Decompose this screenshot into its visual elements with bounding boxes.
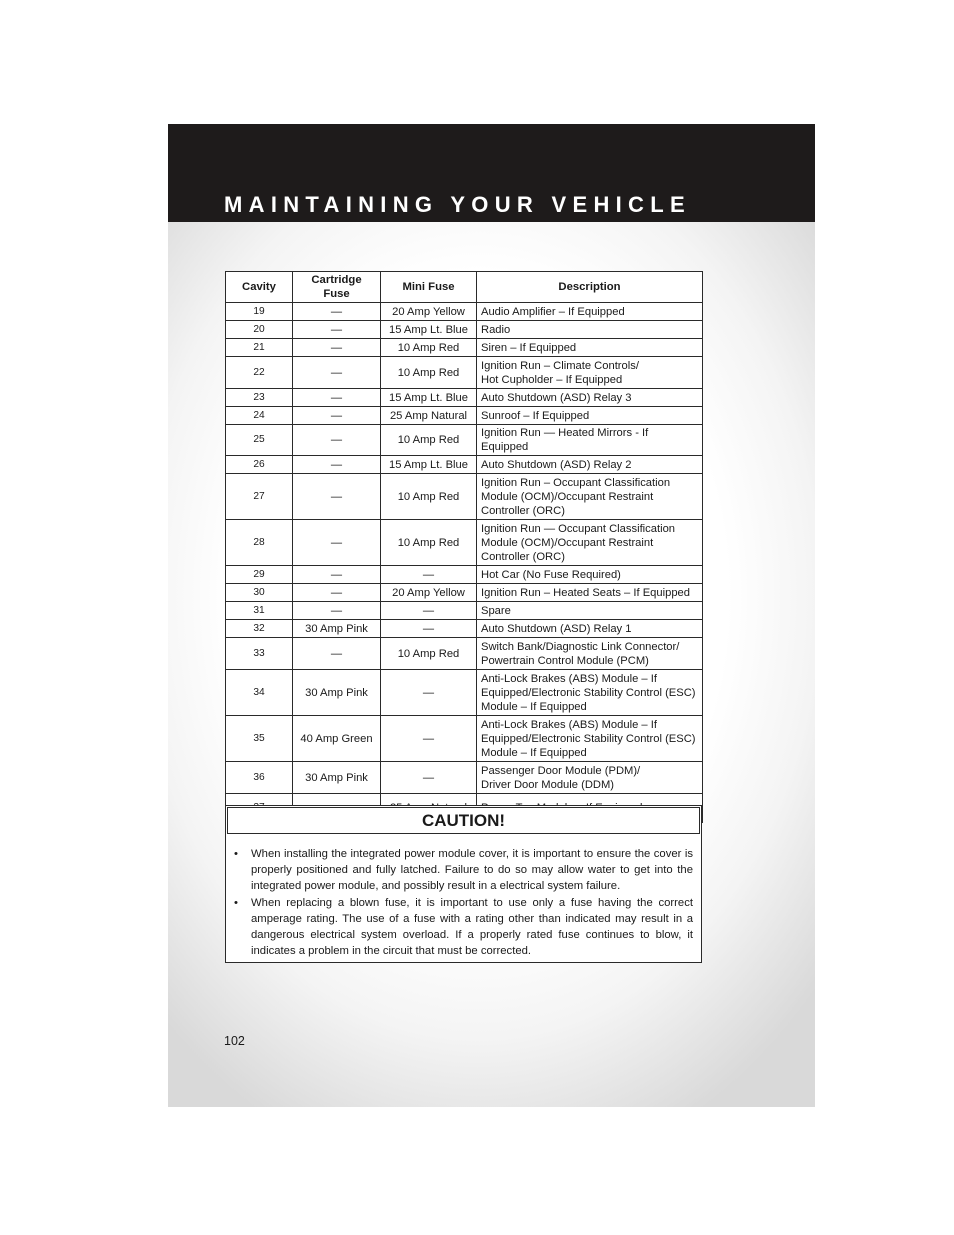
cell-cartridge-fuse: — <box>293 584 381 602</box>
bullet-icon: • <box>234 896 238 909</box>
table-row <box>226 303 703 321</box>
caution-item-text: When replacing a blown fuse, it is important to use only a fuse having the correct amperage rating. The use of a fuse with a rating other than indicated may result in a dangerous electrical system overload. If a properly rated fuse continues to blow, it indicates a problem in the circuit that must be corrected. <box>251 896 693 958</box>
cell-description <box>477 620 703 638</box>
cell-description <box>477 303 703 321</box>
cell-cavity: 24 <box>226 407 293 425</box>
description-line: Siren – If Equipped <box>481 341 577 354</box>
cell-mini-fuse: — <box>381 762 477 794</box>
cell-cavity: 21 <box>226 339 293 357</box>
cell-cartridge-fuse: — <box>293 389 381 407</box>
cell-cartridge-fuse: — <box>293 357 381 389</box>
caution-list <box>234 846 693 959</box>
bullet-icon: • <box>234 848 238 860</box>
cell-cavity: 32 <box>226 620 293 638</box>
fuse-table-body <box>226 303 703 823</box>
description-line: Powertrain Control Module (PCM) <box>481 654 649 667</box>
caution-title: CAUTION! <box>227 807 700 834</box>
cell-cartridge-fuse: — <box>293 602 381 620</box>
cell-cavity: 25 <box>226 425 293 456</box>
description-line: Passenger Door Module (PDM)/ <box>481 764 641 777</box>
cell-description <box>477 456 703 474</box>
cell-cartridge-fuse: — <box>293 425 381 456</box>
description-line: Module – If Equipped <box>481 700 587 713</box>
caution-box <box>225 805 702 963</box>
description-line: Equipped/Electronic Stability Control (ESC) <box>481 686 696 699</box>
manual-page <box>168 124 815 1107</box>
cell-description <box>477 670 703 716</box>
fuse-table <box>225 271 703 823</box>
description-line: Ignition Run – Heated Seats – If Equipped <box>481 586 690 599</box>
cell-description <box>477 474 703 520</box>
cell-description <box>477 762 703 794</box>
cell-description <box>477 520 703 566</box>
cell-description <box>477 321 703 339</box>
description-line: Controller (ORC) <box>481 504 565 517</box>
cell-cartridge-fuse: 30 Amp Pink <box>293 670 381 716</box>
cell-mini-fuse: 25 Amp Natural <box>381 407 477 425</box>
description-line: Hot Cupholder – If Equipped <box>481 373 623 386</box>
description-line: Sunroof – If Equipped <box>481 409 590 422</box>
cell-mini-fuse: 10 Amp Red <box>381 638 477 670</box>
cell-description <box>477 566 703 584</box>
description-line: Auto Shutdown (ASD) Relay 2 <box>481 458 632 471</box>
description-line: Module (OCM)/Occupant Restraint <box>481 536 654 549</box>
cell-cartridge-fuse: 30 Amp Pink <box>293 762 381 794</box>
cell-mini-fuse: 10 Amp Red <box>381 425 477 456</box>
cell-cavity: 20 <box>226 321 293 339</box>
cell-mini-fuse: — <box>381 716 477 762</box>
table-row <box>226 584 703 602</box>
table-row <box>226 638 703 670</box>
cell-cartridge-fuse: — <box>293 339 381 357</box>
cell-description <box>477 425 703 456</box>
description-line: Anti-Lock Brakes (ABS) Module – If <box>481 672 657 685</box>
description-line: Switch Bank/Diagnostic Link Connector/ <box>481 640 680 653</box>
description-line: Controller (ORC) <box>481 550 565 563</box>
cell-cartridge-fuse: — <box>293 407 381 425</box>
table-row <box>226 407 703 425</box>
table-row <box>226 566 703 584</box>
table-row <box>226 321 703 339</box>
cell-cartridge-fuse: — <box>293 566 381 584</box>
cell-cavity: 34 <box>226 670 293 716</box>
cell-cartridge-fuse: — <box>293 638 381 670</box>
cell-mini-fuse: 15 Amp Lt. Blue <box>381 321 477 339</box>
description-line: Module – If Equipped <box>481 746 587 759</box>
column-header-cartridge-fuse: Cartridge Fuse <box>293 272 381 303</box>
cell-description <box>477 602 703 620</box>
description-line: Equipped/Electronic Stability Control (ESC) <box>481 732 696 745</box>
cell-description <box>477 584 703 602</box>
cell-cartridge-fuse: — <box>293 303 381 321</box>
cell-mini-fuse: — <box>381 670 477 716</box>
cell-cavity: 31 <box>226 602 293 620</box>
table-row <box>226 425 703 456</box>
cell-mini-fuse: 15 Amp Lt. Blue <box>381 456 477 474</box>
cell-description <box>477 357 703 389</box>
cell-cartridge-fuse: 40 Amp Green <box>293 716 381 762</box>
cell-cartridge-fuse: 30 Amp Pink <box>293 620 381 638</box>
cell-mini-fuse: 10 Amp Red <box>381 339 477 357</box>
description-line: Hot Car (No Fuse Required) <box>481 568 621 581</box>
cell-cartridge-fuse: — <box>293 456 381 474</box>
cell-cavity: 23 <box>226 389 293 407</box>
page-number: 102 <box>224 1034 245 1048</box>
cell-description <box>477 716 703 762</box>
column-header-mini-fuse: Mini Fuse <box>381 272 477 303</box>
section-header <box>168 124 815 222</box>
caution-item-text: When installing the integrated power module cover, it is important to ensure the cover is properly positioned and fully latched. Failure to do so may allow water to get into the integrated power module, and possibly result in a electrical system failure. <box>251 848 693 893</box>
cell-cavity: 22 <box>226 357 293 389</box>
column-header-cavity: Cavity <box>226 272 293 303</box>
table-row <box>226 339 703 357</box>
description-line: Ignition Run — Heated Mirrors - If Equipped <box>481 427 649 453</box>
cell-cartridge-fuse: — <box>293 520 381 566</box>
caution-item <box>234 895 693 960</box>
cell-cartridge-fuse: — <box>293 321 381 339</box>
cell-mini-fuse: 10 Amp Red <box>381 520 477 566</box>
description-line: Ignition Run — Occupant Classification <box>481 522 676 535</box>
cell-cavity: 19 <box>226 303 293 321</box>
table-row <box>226 456 703 474</box>
table-row <box>226 474 703 520</box>
table-row <box>226 762 703 794</box>
cell-description <box>477 407 703 425</box>
table-row <box>226 357 703 389</box>
cell-cavity: 29 <box>226 566 293 584</box>
cell-cavity: 35 <box>226 716 293 762</box>
cell-mini-fuse: 10 Amp Red <box>381 474 477 520</box>
table-row <box>226 620 703 638</box>
table-row <box>226 670 703 716</box>
column-header-description: Description <box>477 272 703 303</box>
cell-mini-fuse: 20 Amp Yellow <box>381 303 477 321</box>
description-line: Anti-Lock Brakes (ABS) Module – If <box>481 718 657 731</box>
table-row <box>226 716 703 762</box>
cell-cavity: 28 <box>226 520 293 566</box>
cell-cavity: 36 <box>226 762 293 794</box>
cell-cartridge-fuse: — <box>293 474 381 520</box>
table-row <box>226 520 703 566</box>
description-line: Spare <box>481 604 511 617</box>
cell-cavity: 33 <box>226 638 293 670</box>
cell-cavity: 26 <box>226 456 293 474</box>
cell-cavity: 30 <box>226 584 293 602</box>
cell-mini-fuse: — <box>381 602 477 620</box>
description-line: Auto Shutdown (ASD) Relay 3 <box>481 391 632 404</box>
cell-mini-fuse: — <box>381 566 477 584</box>
description-line: Audio Amplifier – If Equipped <box>481 305 625 318</box>
section-title: MAINTAINING YOUR VEHICLE <box>224 192 691 217</box>
cell-description <box>477 389 703 407</box>
cell-mini-fuse: 20 Amp Yellow <box>381 584 477 602</box>
description-line: Radio <box>481 323 511 336</box>
caution-item <box>234 846 693 895</box>
table-row <box>226 602 703 620</box>
cell-cavity: 27 <box>226 474 293 520</box>
description-line: Ignition Run – Climate Controls/ <box>481 359 639 372</box>
table-header-row <box>226 272 703 303</box>
description-line: Module (OCM)/Occupant Restraint <box>481 490 654 503</box>
cell-mini-fuse: 15 Amp Lt. Blue <box>381 389 477 407</box>
table-row <box>226 389 703 407</box>
description-line: Auto Shutdown (ASD) Relay 1 <box>481 622 632 635</box>
cell-description <box>477 638 703 670</box>
description-line: Ignition Run – Occupant Classification <box>481 476 671 489</box>
cell-mini-fuse: — <box>381 620 477 638</box>
cell-description <box>477 339 703 357</box>
cell-mini-fuse: 10 Amp Red <box>381 357 477 389</box>
description-line: Driver Door Module (DDM) <box>481 778 615 791</box>
